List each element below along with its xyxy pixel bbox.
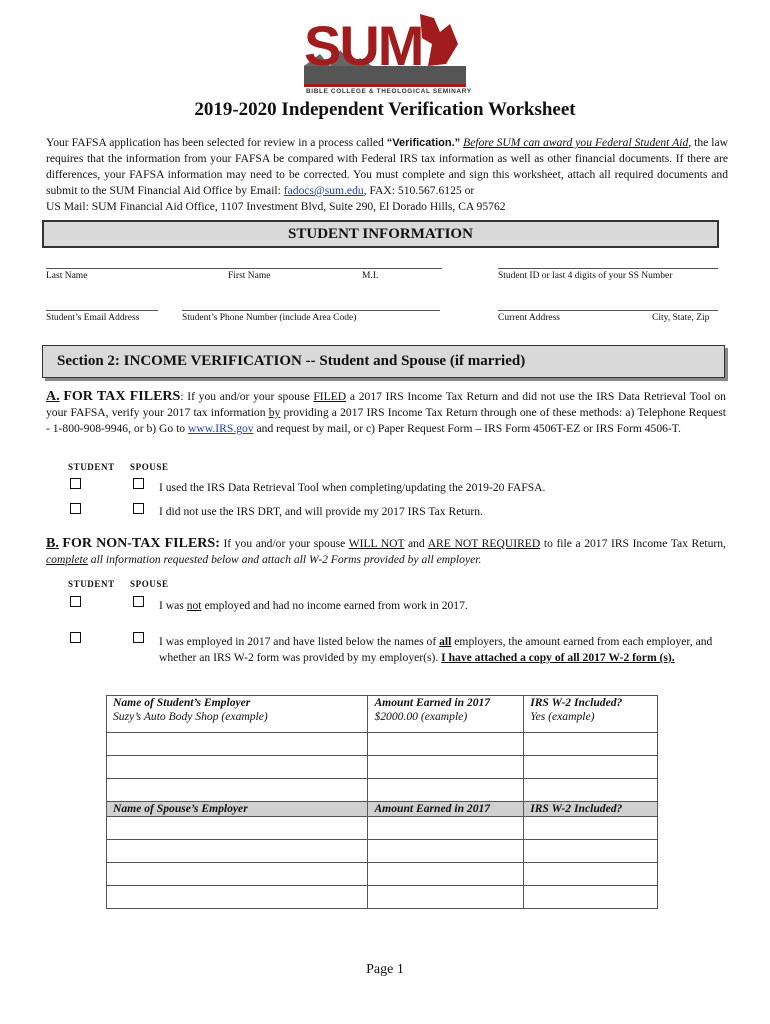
non-tax-filers-text-b: to file a 2017 IRS Income Tax Return,	[543, 537, 726, 550]
student-id-label: Student ID or last 4 digits of your SS Number	[498, 271, 673, 281]
table-cell[interactable]	[368, 840, 524, 863]
spouse-employer-header: Name of Spouse’s Employer	[107, 802, 368, 817]
table-cell[interactable]	[368, 886, 524, 909]
tax-filers-heading: FOR TAX FILERS	[63, 389, 181, 404]
opt1-not-term: not	[186, 599, 202, 612]
email-label: Student’s Email Address	[46, 313, 140, 323]
table-cell[interactable]	[368, 779, 524, 802]
email-link[interactable]: fadocs@sum.edu	[283, 184, 364, 197]
table-row[interactable]	[107, 733, 658, 756]
a-student-no-drt-checkbox[interactable]	[70, 503, 81, 514]
table-cell[interactable]	[368, 756, 524, 779]
table-cell[interactable]	[107, 756, 368, 779]
b-student-not-employed-checkbox[interactable]	[70, 596, 81, 607]
logo-wordmark: SUM	[304, 14, 423, 77]
complete-term: complete	[46, 553, 88, 566]
table-row[interactable]	[107, 817, 658, 840]
phone-line[interactable]	[182, 310, 440, 311]
email-line[interactable]	[46, 310, 158, 311]
example-employer: Suzy’s Auto Body Shop (example)	[107, 710, 368, 733]
tax-filers-text-d: and request by mail, or c) Paper Request Form – IRS Form 4506T-EZ or IRS Form 4506-T.	[256, 422, 681, 435]
phone-label: Student’s Phone Number (include Area Code)	[182, 313, 357, 323]
first-name-label: First Name	[228, 271, 271, 281]
table-cell[interactable]	[368, 863, 524, 886]
filed-term: FILED	[313, 390, 347, 403]
example-w2: Yes (example)	[524, 710, 658, 733]
intro-text-3: , FAX: 510.567.6125 or	[363, 184, 475, 197]
a-student-drt-checkbox[interactable]	[70, 478, 81, 489]
tax-filers-text-c: providing a 2017 IRS Income Tax Return through one of these methods: a) Telephone Request - 1-800-908-9946, or b) Go to	[46, 406, 727, 435]
table-cell[interactable]	[107, 863, 368, 886]
table-cell[interactable]	[524, 779, 658, 802]
verification-term: “Verification.”	[386, 137, 461, 149]
section2-banner: Section 2: INCOME VERIFICATION -- Student and Spouse (if married)	[42, 345, 725, 378]
table-cell[interactable]	[524, 733, 658, 756]
intro-text-1: Your FAFSA application has been selected for review in a process called	[46, 136, 384, 149]
name-line[interactable]	[46, 268, 442, 269]
a-student-col-header: STUDENT	[68, 462, 115, 472]
non-tax-filers-paragraph	[46, 536, 726, 568]
opt2-text-d: employer, and whether an IRS W-2 form was provided by my employer(s).	[159, 635, 713, 664]
table-cell[interactable]	[524, 863, 658, 886]
table-cell[interactable]	[107, 817, 368, 840]
page-number: Page 1	[366, 962, 404, 977]
a-spouse-drt-checkbox[interactable]	[133, 478, 144, 489]
are-not-term: ARE NOT REQUIRED	[427, 537, 541, 550]
b-spouse-not-employed-checkbox[interactable]	[133, 596, 144, 607]
mi-label: M.I.	[362, 271, 379, 281]
a-spouse-no-drt-checkbox[interactable]	[133, 503, 144, 514]
tax-filers-text-b: a 2017 IRS Income Tax Return and did not use the IRS Data Retrieval Tool on your FAFSA, verify your 2017 tax information	[46, 390, 726, 419]
table-cell[interactable]	[524, 756, 658, 779]
intro-mail-address: US Mail: SUM Financial Aid Office, 1107 Investment Blvd, Suite 290, El Dorado Hills, CA 95762	[46, 200, 506, 213]
will-not-term: WILL NOT	[348, 537, 405, 550]
table-cell[interactable]	[107, 886, 368, 909]
opt2-text-a: I was employed in 2017 and have listed below the names of	[159, 635, 437, 648]
spouse-w2-header: IRS W-2 Included?	[524, 802, 658, 817]
b-option-not-employed	[159, 598, 468, 614]
student-id-line[interactable]	[498, 268, 718, 269]
b-spouse-employed-checkbox[interactable]	[133, 632, 144, 643]
example-amount: $2000.00 (example)	[368, 710, 524, 733]
intro-paragraph	[46, 135, 728, 215]
table-cell[interactable]	[107, 840, 368, 863]
intro-award-text: Before SUM can award you Federal Student Aid	[463, 136, 689, 149]
city-label: City, State, Zip	[652, 313, 710, 323]
sum-logo	[300, 14, 472, 98]
logo-bar	[304, 84, 466, 87]
example-row	[107, 710, 658, 733]
student-w2-header: IRS W-2 Included?	[524, 696, 658, 711]
b-spouse-col-header: SPOUSE	[130, 579, 169, 589]
tax-filers-letter: A.	[46, 389, 60, 404]
non-tax-filers-text-a: If you and/or your spouse	[223, 537, 346, 550]
logo-subtitle: BIBLE COLLEGE & THEOLOGICAL SEMINARY	[306, 88, 472, 95]
spouse-amount-header: Amount Earned in 2017	[368, 802, 524, 817]
student-employer-header-row	[107, 696, 658, 711]
non-tax-filers-letter: B.	[46, 536, 59, 551]
tax-filers-text-a: : If you and/or your spouse	[180, 390, 310, 403]
opt2-all-term: all	[439, 635, 452, 648]
table-cell[interactable]	[524, 840, 658, 863]
intro-text-2: , the law requires that the information from your FAFSA be compared with Federal IRS tax information as well as other financial documents. If there are differences, your FAFSA information may need to be corrected. You must complete and sign this worksheet, attach all required documents and submit to the SUM Financial Aid Office by Email:	[46, 136, 729, 197]
student-employer-header: Name of Student’s Employer	[107, 696, 368, 711]
a-spouse-col-header: SPOUSE	[130, 462, 169, 472]
by-term: by	[268, 406, 281, 419]
irs-link[interactable]: www.IRS.gov	[188, 422, 254, 435]
table-row[interactable]	[107, 779, 658, 802]
employer-table	[106, 695, 658, 909]
table-cell[interactable]	[368, 733, 524, 756]
b-option-employed	[159, 634, 721, 666]
table-row[interactable]	[107, 886, 658, 909]
last-name-label: Last Name	[46, 271, 88, 281]
table-row[interactable]	[107, 840, 658, 863]
a-option-drt-used: I used the IRS Data Retrieval Tool when completing/updating the 2019-20 FAFSA.	[159, 481, 546, 494]
b-student-col-header: STUDENT	[68, 579, 115, 589]
table-row[interactable]	[107, 863, 658, 886]
student-amount-header: Amount Earned in 2017	[368, 696, 524, 711]
a-option-no-drt: I did not use the IRS DRT, and will provide my 2017 IRS Tax Return.	[159, 505, 483, 518]
b-student-employed-checkbox[interactable]	[70, 632, 81, 643]
opt1-text-c: employed and had no income earned from work in 2017.	[204, 599, 468, 612]
table-row[interactable]	[107, 756, 658, 779]
table-cell[interactable]	[107, 733, 368, 756]
table-cell[interactable]	[524, 817, 658, 840]
opt2-text-c: employers, the amount earned from each	[454, 635, 644, 648]
address-label: Current Address	[498, 313, 561, 323]
opt2-attached-note: I have attached a copy of all 2017 W-2 form (s).	[441, 651, 675, 664]
address-line[interactable]	[498, 310, 718, 311]
non-tax-filers-heading: FOR NON-TAX FILERS:	[62, 536, 220, 551]
table-cell[interactable]	[368, 817, 524, 840]
and-term: and	[407, 537, 425, 550]
non-tax-filers-text-c: all information requested below and attach all W-2 Forms provided by all employer.	[90, 553, 482, 566]
opt1-text-a: I was	[159, 599, 184, 612]
tax-filers-paragraph	[46, 389, 726, 437]
table-cell[interactable]	[107, 779, 368, 802]
page-title: 2019-2020 Independent Verification Worksheet	[194, 99, 576, 120]
student-info-banner: STUDENT INFORMATION	[42, 220, 719, 248]
spouse-employer-header-row	[107, 802, 658, 817]
table-cell[interactable]	[524, 886, 658, 909]
